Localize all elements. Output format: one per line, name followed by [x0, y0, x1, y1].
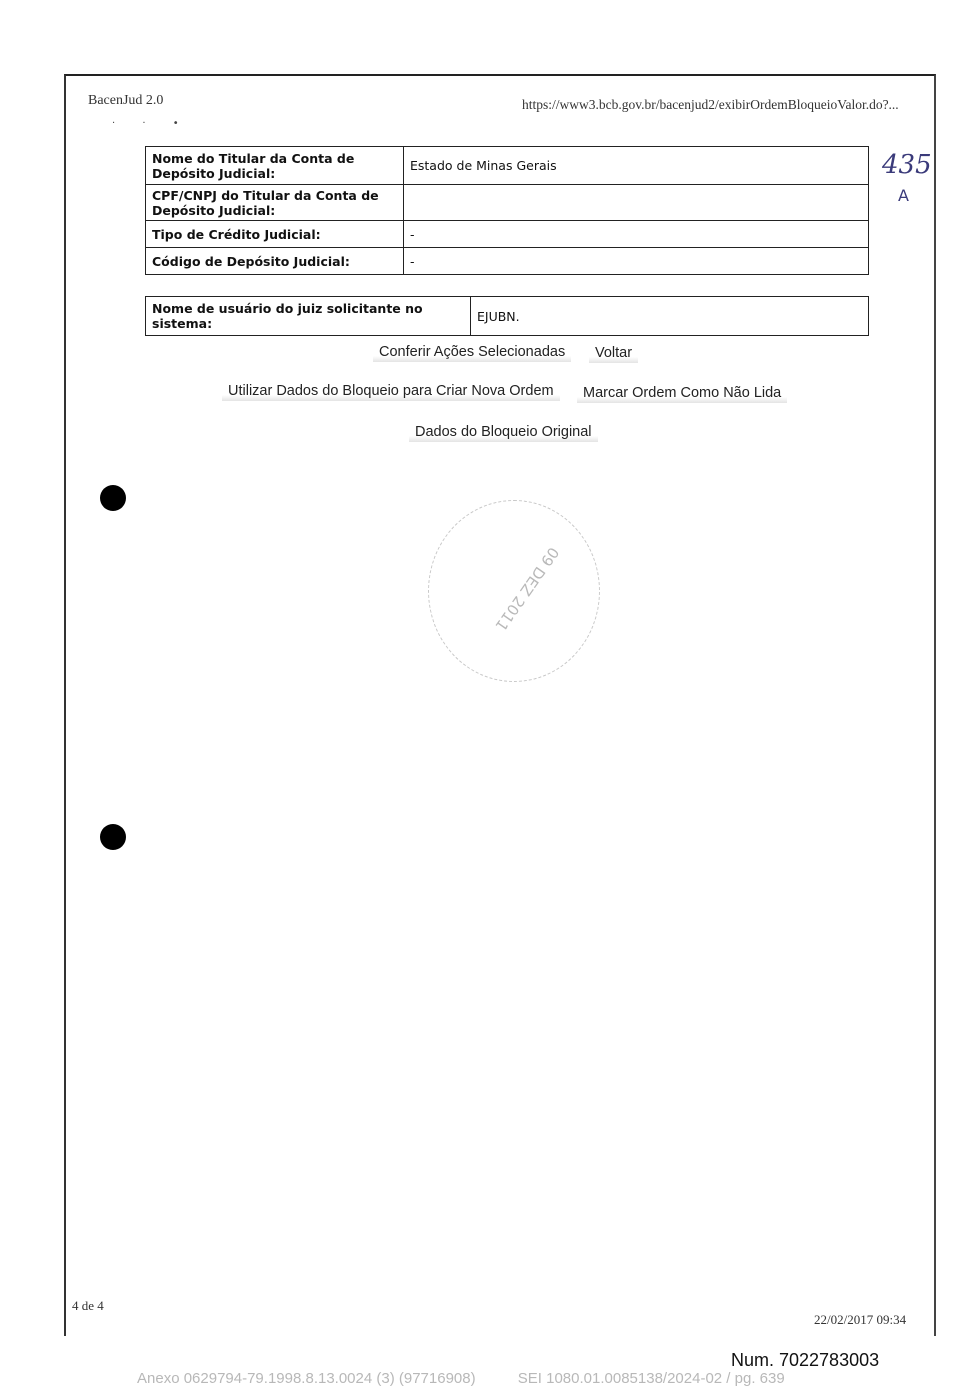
punch-hole [100, 485, 126, 511]
table-row [146, 185, 869, 221]
table-row [146, 147, 869, 185]
handwritten-page-number: 435 [882, 150, 932, 180]
confirm-selected-actions-button[interactable]: Conferir Ações Selecionadas [373, 342, 571, 362]
judge-user-value: EJUBN. [471, 297, 869, 336]
reuse-block-data-button[interactable]: Utilizar Dados do Bloqueio para Criar Nova Ordem [222, 381, 560, 401]
stamp-date: 09 DEZ 2011 [491, 543, 563, 635]
judge-user-table [145, 296, 869, 336]
row-label: Nome do Titular da Conta de Depósito Judicial: [146, 147, 404, 185]
row-value [404, 185, 869, 221]
print-datetime: 22/02/2017 09:34 [814, 1312, 907, 1327]
judge-user-label: Nome de usuário do juiz solicitante no sistema: [146, 297, 471, 336]
handwritten-mark: A [898, 186, 909, 205]
back-button[interactable]: Voltar [589, 343, 638, 363]
row-value: - [404, 248, 869, 275]
page-count: 4 de 4 [72, 1298, 104, 1313]
punch-hole [100, 824, 126, 850]
table-row [146, 221, 869, 248]
row-value: Estado de Minas Gerais [404, 147, 869, 185]
deposit-info-table [145, 146, 869, 275]
document-footer [137, 1370, 785, 1387]
mark-unread-button[interactable]: Marcar Ordem Como Não Lida [577, 383, 787, 403]
row-label: Código de Depósito Judicial: [146, 248, 404, 275]
page-url: https://www3.bcb.gov.br/bacenjud2/exibirOrdemBloqueioValor.do?... [522, 97, 899, 112]
row-value: - [404, 221, 869, 248]
original-block-data-button[interactable]: Dados do Bloqueio Original [409, 422, 598, 442]
app-title: BacenJud 2.0 [88, 93, 164, 108]
row-label: CPF/CNPJ do Titular da Conta de Depósito Judicial: [146, 185, 404, 221]
table-row [146, 297, 869, 336]
scan-dots: · · • [112, 118, 191, 129]
document-number: Num. 7022783003 [731, 1350, 880, 1370]
annex-reference: Anexo 0629794-79.1998.8.13.0024 (3) (97716908) [137, 1370, 476, 1387]
row-label: Tipo de Crédito Judicial: [146, 221, 404, 248]
sei-reference: SEI 1080.01.0085138/2024-02 / pg. 639 [517, 1370, 785, 1387]
table-row [146, 248, 869, 275]
